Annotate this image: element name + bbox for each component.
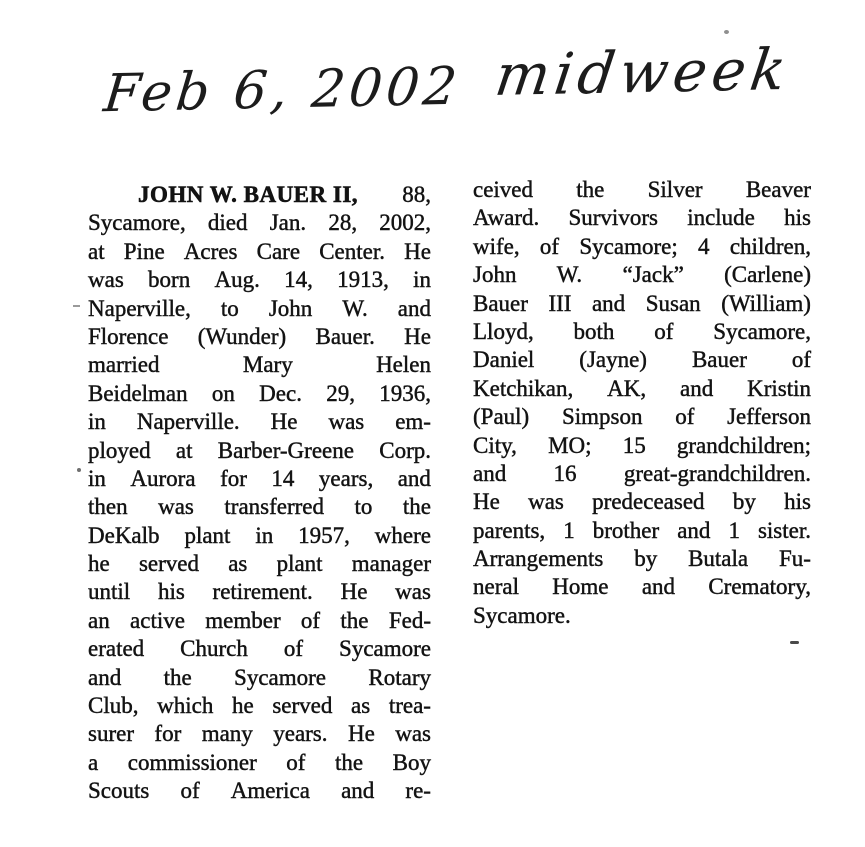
text-line: a commissioner of the Boy bbox=[88, 749, 431, 775]
obituary-column-left bbox=[88, 182, 431, 807]
text-line: Bauer III and Susan (William) bbox=[473, 290, 811, 316]
obituary-headline-line bbox=[88, 182, 431, 210]
text-line: an active member of the Fed- bbox=[88, 607, 431, 633]
text-line: neral Home and Crematory, bbox=[473, 574, 811, 600]
text-line: wife, of Sycamore; 4 children, bbox=[473, 233, 811, 259]
text-line: Club, which he served as trea- bbox=[88, 693, 431, 719]
text-line: (Paul) Simpson of Jefferson bbox=[473, 404, 811, 430]
text-line: Naperville, to John W. and bbox=[88, 295, 431, 321]
text-line: he served as plant manager bbox=[88, 551, 431, 577]
text-line: ployed at Barber-Greene Corp. bbox=[88, 437, 431, 463]
text-line: in Aurora for 14 years, and bbox=[88, 465, 431, 491]
handwritten-edition-word: midweek bbox=[491, 36, 796, 110]
text-line: and 16 great-grandchildren. bbox=[473, 460, 811, 486]
text-line: Sycamore. bbox=[473, 602, 571, 628]
text-line: in Naperville. He was em- bbox=[88, 409, 431, 435]
text-line: Arrangements by Butala Fu- bbox=[473, 546, 811, 572]
text-line: married Mary Helen bbox=[88, 352, 431, 378]
scan-speck bbox=[790, 641, 799, 644]
text-line: Beidelman on Dec. 29, 1936, bbox=[88, 380, 431, 406]
obituary-article bbox=[88, 177, 811, 807]
text-line: then was transferred to the bbox=[88, 494, 431, 520]
text-line: Sycamore, died Jan. 28, 2002, bbox=[88, 210, 431, 236]
scan-speck bbox=[724, 30, 729, 34]
text-line: Award. Survivors include his bbox=[473, 205, 811, 231]
text-line: Florence (Wunder) Bauer. He bbox=[88, 323, 431, 349]
deceased-age: 88, bbox=[402, 182, 431, 207]
deceased-name: JOHN W. BAUER II, bbox=[138, 182, 359, 207]
text-line: was born Aug. 14, 1913, in bbox=[88, 267, 431, 293]
handwritten-annotation bbox=[101, 36, 796, 125]
text-line: John W. “Jack” (Carlene) bbox=[473, 262, 811, 288]
text-line: ceived the Silver Beaver bbox=[473, 177, 811, 202]
scan-speck bbox=[77, 468, 81, 472]
text-line: He was predeceased by his bbox=[473, 489, 811, 515]
text-line: DeKalb plant in 1957, where bbox=[88, 522, 431, 548]
text-line: erated Church of Sycamore bbox=[88, 636, 431, 662]
handwritten-date: Feb 6, 2002 bbox=[101, 56, 464, 125]
text-line: City, MO; 15 grandchildren; bbox=[473, 432, 811, 458]
text-line: until his retirement. He was bbox=[88, 579, 431, 605]
text-line: at Pine Acres Care Center. He bbox=[88, 238, 431, 264]
text-line: parents, 1 brother and 1 sister. bbox=[473, 517, 811, 543]
text-line: surer for many years. He was bbox=[88, 721, 431, 747]
right-column-body bbox=[473, 177, 811, 631]
text-line: Scouts of America and re- bbox=[88, 778, 431, 804]
scan-speck bbox=[73, 305, 80, 307]
text-line: Ketchikan, AK, and Kristin bbox=[473, 375, 811, 401]
obituary-column-right bbox=[473, 177, 811, 807]
text-line: Lloyd, both of Sycamore, bbox=[473, 318, 811, 344]
left-column-body bbox=[88, 210, 431, 806]
text-line: Daniel (Jayne) Bauer of bbox=[473, 347, 811, 373]
text-line: and the Sycamore Rotary bbox=[88, 664, 431, 690]
